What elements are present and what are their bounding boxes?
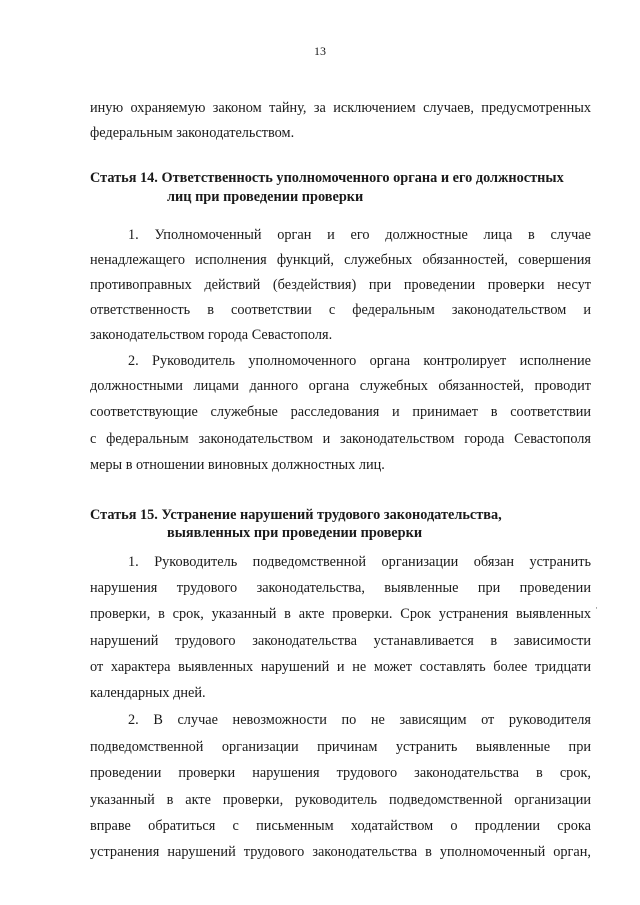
- article-15-heading-cont: выявленных при проведении проверки: [167, 525, 423, 541]
- text-line: подведомственной организации причинам устранить выявленные при: [90, 739, 591, 755]
- page-number: 13: [314, 44, 326, 58]
- article-14-heading-cont: лиц при проведении проверки: [167, 189, 364, 205]
- text-line: ненадлежащего исполнения функций, служебных обязанностей, совершения: [90, 252, 591, 268]
- text-line: законодательством города Севастополя.: [90, 327, 333, 343]
- text-line: проведении проверки нарушения трудового законодательства в срок,: [90, 765, 591, 781]
- text-line: 1. Руководитель подведомственной организации обязан устранить: [128, 554, 591, 570]
- text-line: должностными лицами данного органа служебных обязанностей, проводит: [90, 378, 591, 394]
- text-line: календарных дней.: [90, 685, 206, 701]
- text-line: 2. Руководитель уполномоченного органа контролирует исполнение: [128, 353, 591, 369]
- text-line: указанный в акте проверки, руководитель подведомственной организации: [90, 792, 591, 808]
- text-line: вправе обратиться с письменным ходатайством о продлении срока: [90, 818, 591, 834]
- text-line: 2. В случае невозможности по не зависящим от руководителя: [128, 712, 591, 728]
- text-line: соответствующие служебные расследования и принимает в соответствии: [90, 404, 591, 420]
- text-line: федеральным законодательством.: [90, 125, 295, 141]
- text-line: с федеральным законодательством и законодательством города Севастополя: [90, 431, 591, 447]
- text-line: от характера выявленных нарушений и не может составлять более тридцати: [90, 659, 591, 675]
- article-14-heading: Статья 14. Ответственность уполномоченного органа и его должностных: [90, 170, 564, 186]
- text-line: меры в отношении виновных должностных лиц.: [90, 457, 385, 473]
- text-line: ответственность в соответствии с федеральным законодательством и: [90, 302, 591, 318]
- text-line: проверки, в срок, указанный в акте проверки. Срок устранения выявленных: [90, 606, 591, 622]
- text-line: 1. Уполномоченный орган и его должностные лица в случае: [128, 227, 591, 243]
- text-line: нарушений трудового законодательства устанавливается в зависимости: [90, 633, 591, 649]
- text-line: иную охраняемую законом тайну, за исключением случаев, предусмотренных: [90, 100, 591, 116]
- scan-speck: ·: [595, 603, 598, 613]
- text-line: нарушения трудового законодательства, выявленные при проведении: [90, 580, 591, 596]
- article-15-heading: Статья 15. Устранение нарушений трудового законодательства,: [90, 507, 502, 523]
- text-line: противоправных действий (бездействия) при проведении проверки несут: [90, 277, 591, 293]
- text-line: устранения нарушений трудового законодательства в уполномоченный орган,: [90, 844, 591, 860]
